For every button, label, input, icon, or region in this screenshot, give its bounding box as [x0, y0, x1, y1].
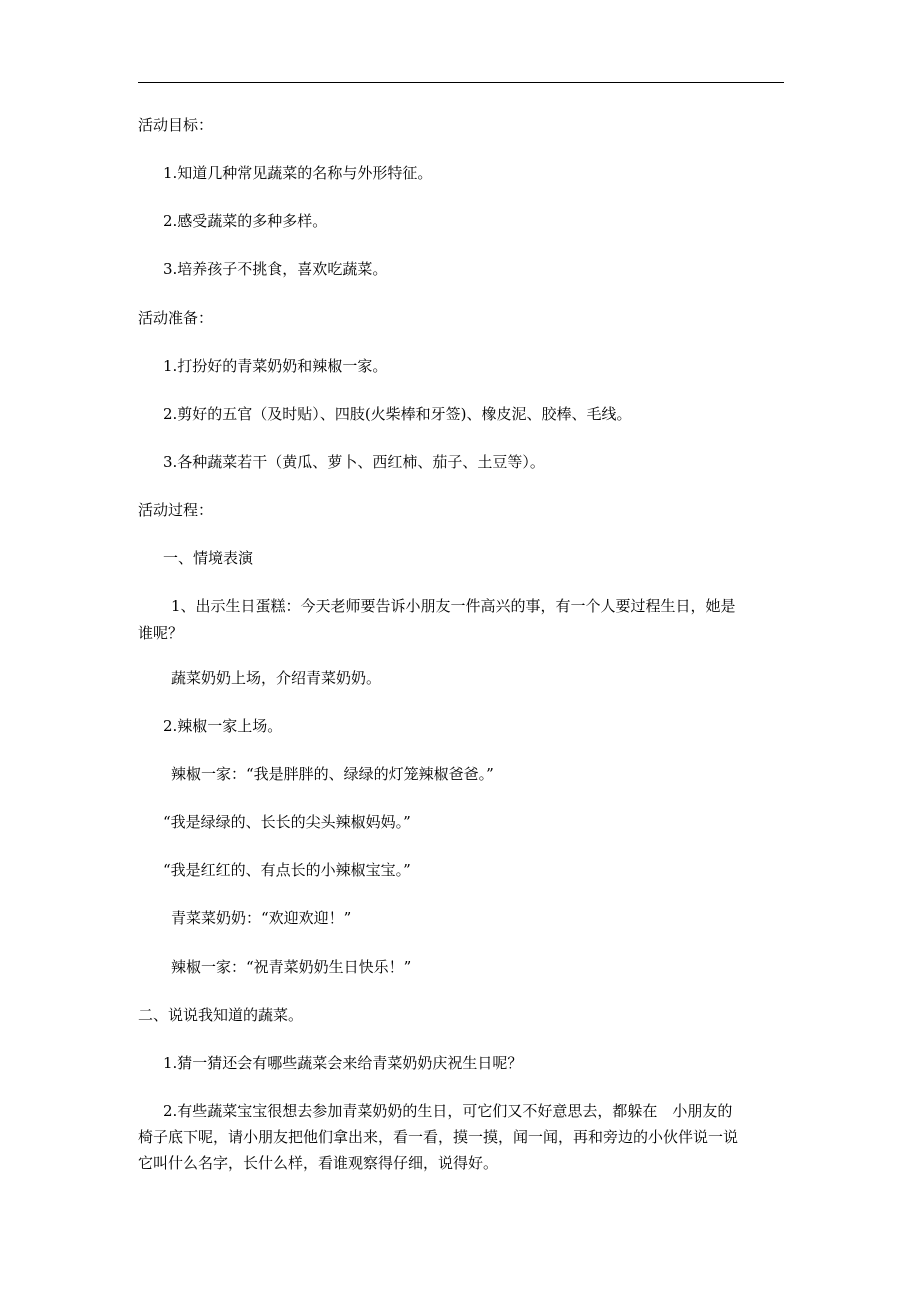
section2-item2-line1: 2.有些蔬菜宝宝很想去参加青菜奶奶的生日，可它们又不好意思去，都躲在 小朋友的 [163, 1102, 733, 1120]
section1-item1-line2: 谁呢？ [138, 624, 184, 642]
section1-item2: 2.辣椒一家上场。 [163, 717, 283, 735]
goal-item-2: 2.感受蔬菜的多种多样。 [163, 212, 328, 230]
heading-goals: 活动目标： [138, 116, 214, 134]
heading-process: 活动过程： [138, 501, 214, 519]
section2-item2-line2: 椅子底下呢，请小朋友把他们拿出来，看一看，摸一摸，闻一闻，再和旁边的小伙伴说一说 [138, 1128, 739, 1146]
heading-prep: 活动准备： [138, 309, 214, 327]
dialogue-line-1: 辣椒一家：“我是胖胖的、绿绿的灯笼辣椒爸爸。” [171, 765, 494, 783]
header-rule [138, 82, 784, 83]
dialogue-line-3: “我是红红的、有点长的小辣椒宝宝。” [163, 861, 411, 879]
section1-item1-follow: 蔬菜奶奶上场，介绍青菜奶奶。 [171, 669, 382, 687]
section1-item1-line1: 1、出示生日蛋糕：今天老师要告诉小朋友一件高兴的事，有一个人要过程生日，她是 [171, 597, 736, 615]
section2-title: 二、说说我知道的蔬菜。 [138, 1006, 304, 1024]
goal-item-1: 1.知道几种常见蔬菜的名称与外形特征。 [163, 164, 433, 182]
prep-item-3: 3.各种蔬菜若干（黄瓜、萝卜、西红柿、茄子、土豆等）。 [163, 453, 545, 471]
dialogue-line-4: 青菜菜奶奶：“欢迎欢迎！” [171, 909, 352, 927]
section2-item1: 1.猜一猜还会有哪些蔬菜会来给青菜奶奶庆祝生日呢？ [163, 1054, 523, 1072]
goal-item-3: 3.培养孩子不挑食，喜欢吃蔬菜。 [163, 260, 388, 278]
section2-item2-line3: 它叫什么名字，长什么样，看谁观察得仔细，说得好。 [138, 1154, 499, 1172]
prep-item-2: 2.剪好的五官（及时贴）、四肢(火柴棒和牙签)、橡皮泥、胶棒、毛线。 [163, 405, 632, 423]
dialogue-line-2: “我是绿绿的、长长的尖头辣椒妈妈。” [163, 813, 411, 831]
section1-title: 一、情境表演 [163, 549, 254, 567]
prep-item-1: 1.打扮好的青菜奶奶和辣椒一家。 [163, 357, 388, 375]
dialogue-line-5: 辣椒一家：“祝青菜奶奶生日快乐！” [171, 958, 412, 976]
